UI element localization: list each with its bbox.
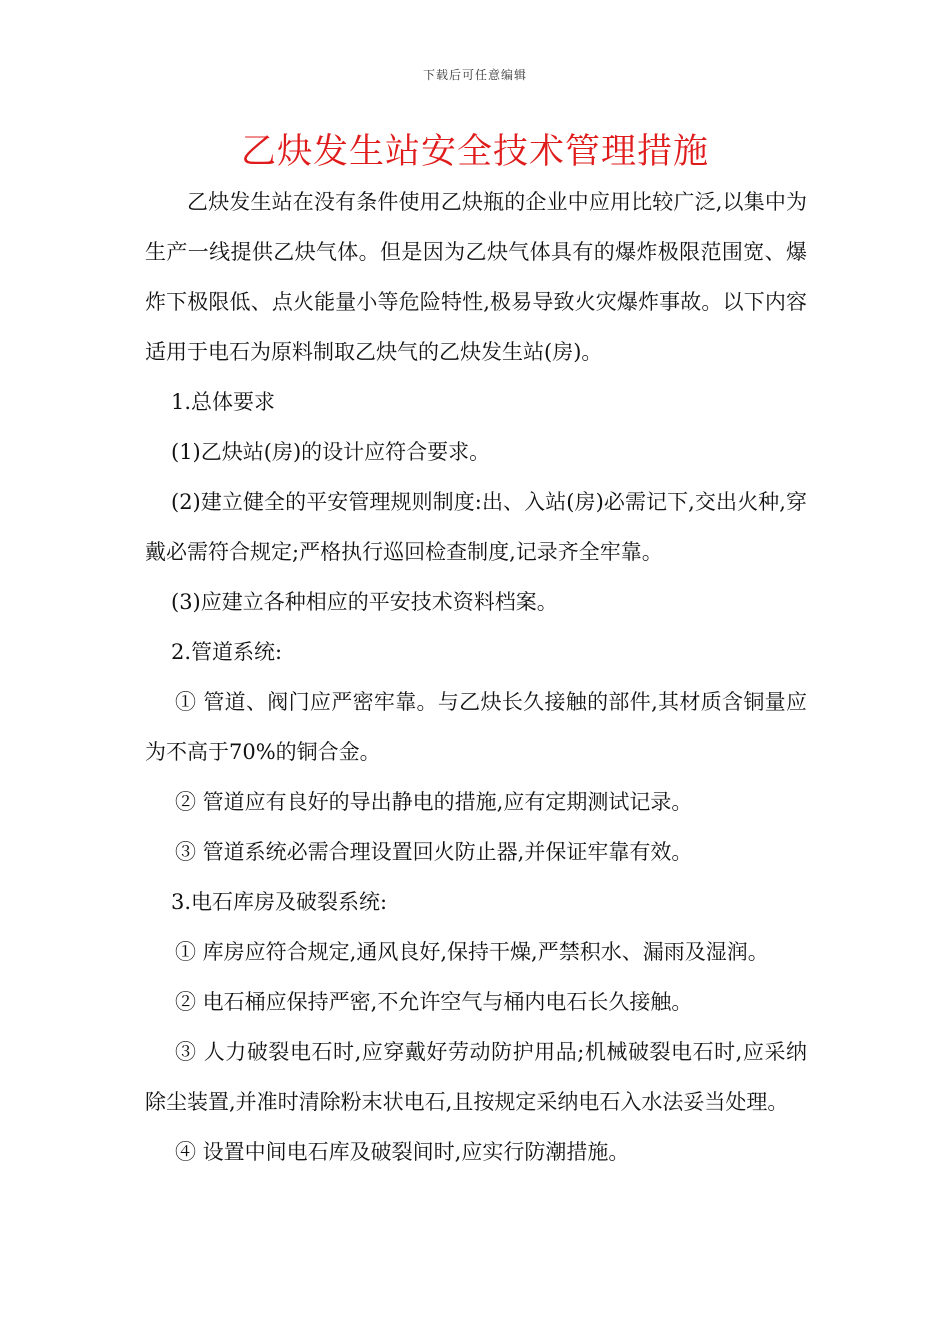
intro-paragraph: 乙炔发生站在没有条件使用乙炔瓶的企业中应用比较广泛,以集中为生产一线提供乙炔气体。但是因为乙炔气体具有的爆炸极限范围宽、爆炸下极限低、点火能量小等危险特性,极易导致火灾爆炸事故。以下内容适用于电石为原料制取乙炔气的乙炔发生站(房)。 — [145, 190, 807, 364]
page-header-note: 下载后可任意编辑 — [422, 68, 527, 82]
document-body — [145, 177, 807, 1177]
section-heading-general: 1.总体要求 — [171, 390, 276, 414]
document-title: 乙炔发生站安全技术管理措施 — [240, 132, 709, 172]
paragraph-item: ③ 管道系统必需合理设置回火防止器,并保证牢靠有效。 — [175, 840, 693, 864]
paragraph-item: ① 管道、阀门应严密牢靠。与乙炔长久接触的部件,其材质含铜量应为不高于70%的铜合金。 — [145, 690, 807, 764]
section-heading-carbide: 3.电石库房及破裂系统: — [171, 890, 388, 914]
paragraph-item: ③ 人力破裂电石时,应穿戴好劳动防护用品;机械破裂电石时,应采纳除尘装置,并准时清除粉末状电石,且按规定采纳电石入水法妥当处理。 — [145, 1040, 807, 1114]
paragraph-item: ② 管道应有良好的导出静电的措施,应有定期测试记录。 — [175, 790, 693, 814]
paragraph-item: (3)应建立各种相应的平安技术资料档案。 — [171, 590, 558, 614]
paragraph-item: (2)建立健全的平安管理规则制度:出、入站(房)必需记下,交出火种,穿戴必需符合规定;严格执行巡回检查制度,记录齐全牢靠。 — [145, 490, 807, 564]
section-heading-pipeline: 2.管道系统: — [171, 640, 283, 664]
paragraph-item: (1)乙炔站(房)的设计应符合要求。 — [171, 440, 491, 464]
paragraph-item: ① 库房应符合规定,通风良好,保持干燥,严禁积水、漏雨及湿润。 — [175, 940, 769, 964]
paragraph-item: ② 电石桶应保持严密,不允许空气与桶内电石长久接触。 — [175, 990, 693, 1014]
paragraph-item: ④ 设置中间电石库及破裂间时,应实行防潮措施。 — [175, 1140, 630, 1164]
